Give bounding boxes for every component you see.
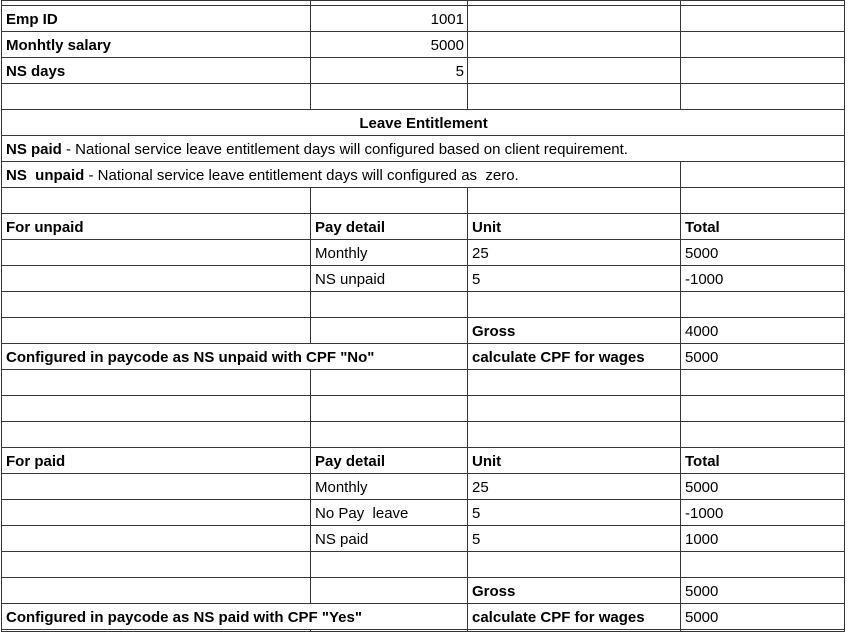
empty-cell[interactable] — [2, 630, 311, 632]
empty-row — [2, 188, 845, 214]
note-ns-unpaid-text: - National service leave entitlement days will configured as zero. — [84, 166, 519, 184]
empty-cell[interactable] — [2, 578, 311, 604]
empty-cell[interactable] — [2, 188, 311, 214]
unpaid-data-row — [2, 240, 845, 266]
empty-cell[interactable] — [2, 500, 311, 526]
empty-cell[interactable] — [681, 6, 845, 32]
empty-cell[interactable] — [468, 6, 681, 32]
empty-cell[interactable] — [468, 32, 681, 58]
paid-row0-pay-detail-cell[interactable]: Monthly — [311, 474, 468, 500]
empty-row — [2, 370, 845, 396]
paid-gross-total-cell[interactable]: 5000 — [681, 578, 845, 604]
empty-cell[interactable] — [681, 630, 845, 632]
empty-cell[interactable] — [2, 292, 311, 318]
empty-row — [2, 422, 845, 448]
empty-cell[interactable] — [2, 266, 311, 292]
ns-days-value-cell[interactable]: 5 — [311, 58, 468, 84]
note-ns-unpaid-row — [2, 162, 845, 188]
monthly-salary-value-cell[interactable]: 5000 — [311, 32, 468, 58]
empty-cell[interactable] — [681, 162, 845, 188]
empty-cell[interactable] — [311, 630, 468, 632]
empty-cell[interactable] — [311, 84, 468, 110]
unpaid-gross-label-cell[interactable]: Gross — [468, 318, 681, 344]
empty-cell[interactable] — [2, 318, 311, 344]
empty-cell[interactable] — [681, 188, 845, 214]
empty-cell[interactable] — [311, 578, 468, 604]
note-ns-paid-term: NS paid — [6, 140, 62, 158]
paid-row2-unit-cell[interactable]: 5 — [468, 526, 681, 552]
empty-cell[interactable] — [2, 552, 311, 578]
empty-cell[interactable] — [311, 552, 468, 578]
paid-gross-row — [2, 578, 845, 604]
note-ns-unpaid-term: NS unpaid — [6, 166, 85, 184]
empty-cell[interactable] — [468, 552, 681, 578]
unpaid-config-note-cell[interactable]: Configured in paycode as NS unpaid with CPF "No" — [2, 344, 468, 370]
unpaid-row1-total-cell[interactable]: -1000 — [681, 266, 845, 292]
unpaid-title-cell[interactable]: For unpaid — [2, 214, 311, 240]
paid-config-row — [2, 604, 845, 630]
unpaid-row1-pay-detail-cell[interactable]: NS unpaid — [311, 266, 468, 292]
paid-data-row — [2, 474, 845, 500]
unpaid-cpf-total-cell[interactable]: 5000 — [681, 344, 845, 370]
paid-row0-total-cell[interactable]: 5000 — [681, 474, 845, 500]
empty-cell[interactable] — [311, 396, 468, 422]
paid-row2-total-cell[interactable]: 1000 — [681, 526, 845, 552]
empty-cell[interactable] — [468, 422, 681, 448]
paid-row1-unit-cell[interactable]: 5 — [468, 500, 681, 526]
empty-row — [2, 292, 845, 318]
paid-title-cell[interactable]: For paid — [2, 448, 311, 474]
empty-cell[interactable] — [681, 370, 845, 396]
empty-cell[interactable] — [681, 396, 845, 422]
note-ns-paid-text: - National service leave entitlement days will configured based on client requirement. — [61, 140, 628, 158]
paid-data-row — [2, 500, 845, 526]
empty-cell[interactable] — [2, 370, 311, 396]
paid-config-note-cell[interactable]: Configured in paycode as NS paid with CPF "Yes" — [2, 604, 468, 630]
empty-cell[interactable] — [681, 552, 845, 578]
empty-cell[interactable] — [681, 292, 845, 318]
paid-gross-label-cell[interactable]: Gross — [468, 578, 681, 604]
partial-row-bottom — [2, 630, 845, 632]
unpaid-col-pay-detail-cell[interactable]: Pay detail — [311, 214, 468, 240]
empty-cell[interactable] — [468, 58, 681, 84]
ns-days-label-cell[interactable]: NS days — [2, 58, 311, 84]
paid-row0-unit-cell[interactable]: 25 — [468, 474, 681, 500]
paid-col-total-cell[interactable]: Total — [681, 448, 845, 474]
empty-cell[interactable] — [2, 422, 311, 448]
paid-row1-pay-detail-cell[interactable]: No Pay leave — [311, 500, 468, 526]
empty-cell[interactable] — [681, 58, 845, 84]
empty-cell[interactable] — [2, 526, 311, 552]
monthly-salary-label-cell[interactable]: Monhtly salary — [2, 32, 311, 58]
emp-id-label-cell[interactable]: Emp ID — [2, 6, 311, 32]
emp-id-row — [2, 6, 845, 32]
empty-cell[interactable] — [468, 370, 681, 396]
empty-cell[interactable] — [2, 396, 311, 422]
unpaid-gross-row — [2, 318, 845, 344]
section-title-cell[interactable]: Leave Entitlement — [2, 110, 845, 136]
empty-cell[interactable] — [468, 396, 681, 422]
unpaid-cpf-label-cell[interactable]: calculate CPF for wages — [468, 344, 681, 370]
unpaid-config-row — [2, 344, 845, 370]
empty-cell[interactable] — [681, 84, 845, 110]
empty-row — [2, 84, 845, 110]
note-ns-paid-row — [2, 136, 845, 162]
unpaid-header-row — [2, 214, 845, 240]
empty-cell[interactable] — [468, 292, 681, 318]
paid-cpf-total-cell[interactable]: 5000 — [681, 604, 845, 630]
unpaid-col-total-cell[interactable]: Total — [681, 214, 845, 240]
paid-col-unit-cell[interactable]: Unit — [468, 448, 681, 474]
empty-cell[interactable] — [311, 318, 468, 344]
unpaid-gross-total-cell[interactable]: 4000 — [681, 318, 845, 344]
empty-cell[interactable] — [681, 422, 845, 448]
unpaid-row0-pay-detail-cell[interactable]: Monthly — [311, 240, 468, 266]
leave-entitlement-spreadsheet — [1, 0, 845, 632]
unpaid-row0-unit-cell[interactable]: 25 — [468, 240, 681, 266]
unpaid-row1-unit-cell[interactable]: 5 — [468, 266, 681, 292]
empty-cell[interactable] — [2, 84, 311, 110]
paid-cpf-label-cell[interactable]: calculate CPF for wages — [468, 604, 681, 630]
paid-header-row — [2, 448, 845, 474]
unpaid-data-row — [2, 266, 845, 292]
empty-cell[interactable] — [2, 474, 311, 500]
paid-row2-pay-detail-cell[interactable]: NS paid — [311, 526, 468, 552]
note-ns-paid-cell[interactable] — [2, 136, 845, 162]
empty-cell[interactable] — [2, 240, 311, 266]
paid-row1-total-cell[interactable]: -1000 — [681, 500, 845, 526]
empty-cell[interactable] — [311, 188, 468, 214]
empty-cell[interactable] — [468, 84, 681, 110]
monthly-salary-row — [2, 32, 845, 58]
paid-data-row — [2, 526, 845, 552]
unpaid-row0-total-cell[interactable]: 5000 — [681, 240, 845, 266]
paid-col-pay-detail-cell[interactable]: Pay detail — [311, 448, 468, 474]
empty-cell[interactable] — [311, 422, 468, 448]
emp-id-value-cell[interactable]: 1001 — [311, 6, 468, 32]
note-ns-unpaid-cell[interactable] — [2, 162, 681, 188]
empty-row — [2, 552, 845, 578]
empty-cell[interactable] — [681, 32, 845, 58]
ns-days-row — [2, 58, 845, 84]
empty-cell[interactable] — [468, 630, 681, 632]
empty-cell[interactable] — [311, 370, 468, 396]
empty-cell[interactable] — [468, 188, 681, 214]
section-title-row — [2, 110, 845, 136]
unpaid-col-unit-cell[interactable]: Unit — [468, 214, 681, 240]
empty-row — [2, 396, 845, 422]
empty-cell[interactable] — [311, 292, 468, 318]
